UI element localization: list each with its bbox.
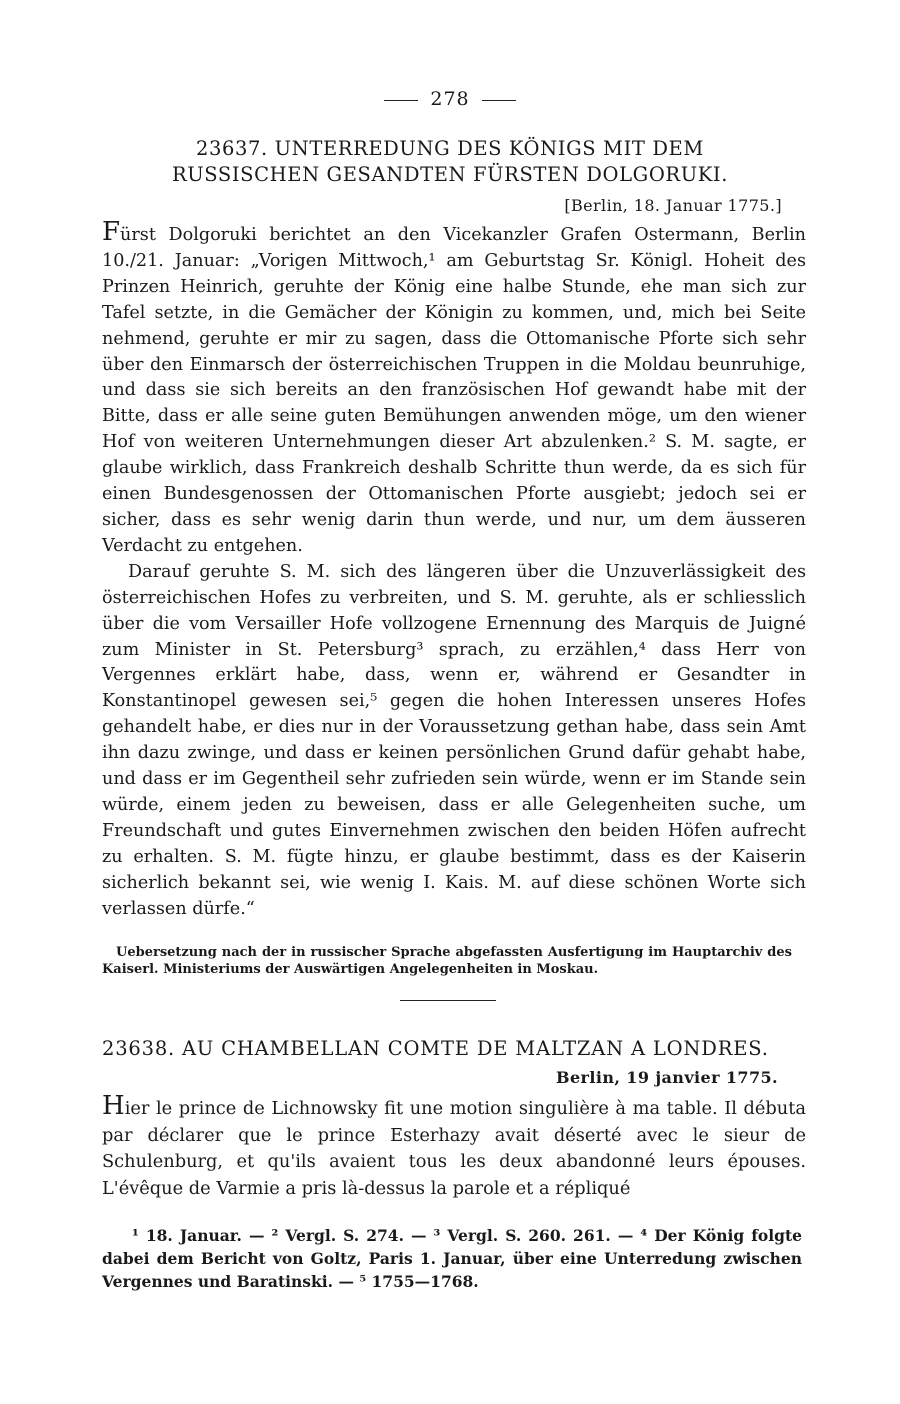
- heading-line-2: RUSSISCHEN GESANDTEN FÜRSTEN DOLGORUKI.: [171, 163, 729, 186]
- document-heading-23638: 23638. AU CHAMBELLAN COMTE DE MALTZAN A LONDRES.: [102, 1037, 769, 1060]
- paragraph-1-text: ürst Dolgoruki berichtet an den Vicekanzler Grafen Ostermann, Berlin 10./21. Januar: „Vorigen Mittwoch,¹ am Geburtstag Sr. Königl. Hoheit des Prinzen Heinrich, geruhte der König eine halbe Stunde, ehe man sich zur Tafel setzte, in die Gemächer der Königin zu kommen, und, mich bei Seite nehmend, geruhte er mir zu sagen, dass die Ottomanische Pforte sich sehr über den Einmarsch der österreichischen Truppen in die Moldau beunruhige, und dass sie sich bereits an den französischen Hof gewandt habe mit der Bitte, dass er alle seine guten Bemühungen anwenden möge, um den wiener Hof von weiteren Unternehmungen dieser Art abzulenken.² S. M. sagte, er glaube wirklich, dass Frankreich deshalb Schritte thun werde, da es sich für einen Bundesgenossen der Ottomanischen Pforte ausgiebt; jedoch sei er sicher, dass es sehr wenig darin thun werde, und nur, um dem äusseren Verdacht zu entgehen.: [102, 225, 806, 556]
- dateline-23637: [Berlin, 18. Januar 1775.]: [564, 196, 782, 215]
- body-text-23638: [102, 1091, 806, 1202]
- page-number: [0, 88, 900, 110]
- section-divider: [400, 1000, 496, 1001]
- source-note: Uebersetzung nach der in russischer Sprache abgefassten Ausfertigung im Hauptarchiv des Kaiserl. Ministeriums der Auswärtigen Angelegenheiten in Moskau.: [102, 945, 792, 977]
- dash-right: [482, 100, 516, 101]
- paragraph-3: [102, 1091, 806, 1202]
- initial-letter-2: H: [102, 1091, 125, 1121]
- footnotes: ¹ 18. Januar. — ² Vergl. S. 274. — ³ Vergl. S. 260. 261. — ⁴ Der König folgte dabei dem Bericht von Goltz, Paris 1. Januar, über eine Unterredung zwischen Vergennes und Baratinski. — ⁵ 1755—1768.: [102, 1226, 802, 1291]
- paragraph-1: [102, 217, 806, 560]
- paragraph-3-text: ier le prince de Lichnowsky fit une motion singulière à ma table. Il débuta par déclarer que le prince Esterhazy avait déserté avec le sieur de Schulenburg, et qu'ils avaient tous les deux abandonné leurs épouses. L'évêque de Varmie a pris là-dessus la parole et a répliqué: [102, 1098, 806, 1199]
- dash-left: [384, 100, 418, 101]
- heading-line-1: 23637. UNTERREDUNG DES KÖNIGS MIT DEM: [196, 137, 704, 160]
- page-number-text: 278: [430, 88, 470, 110]
- dateline-23638: Berlin, 19 janvier 1775.: [556, 1068, 778, 1087]
- paragraph-2: Darauf geruhte S. M. sich des längeren über die Unzuverlässigkeit des österreichischen Hofes zu verbreiten, und S. M. geruhte, als er schliesslich über die vom Versailler Hofe vollzogene Ernennung des Marquis de Juigné zum Minister in St. Petersburg³ sprach, zu erzählen,⁴ dass Herr von Vergennes erklärt habe, dass, wenn er, während er Gesandter in Konstantinopel gewesen sei,⁵ gegen die hohen Interessen unseres Hofes gehandelt habe, er dies nur in der Voraussetzung gethan habe, dass sein Amt ihn dazu zwinge, und dass er keinen persönlichen Grund dafür gehabt habe, und dass er im Gegentheil sehr zufrieden sein würde, wenn er im Stande sein würde, einem jeden zu beweisen, dass er alle Gelegenheiten suche, um Freundschaft und gutes Einvernehmen zwischen den beiden Höfen aufrecht zu erhalten. S. M. fügte hinzu, er glaube bestimmt, dass es der Kaiserin sicherlich bekannt sei, wie wenig I. Kais. M. auf diese schönen Worte sich verlassen dürfe.“: [102, 561, 806, 919]
- body-text-23637: [102, 217, 806, 922]
- document-heading-23637: [100, 136, 800, 188]
- initial-letter: F: [102, 217, 121, 247]
